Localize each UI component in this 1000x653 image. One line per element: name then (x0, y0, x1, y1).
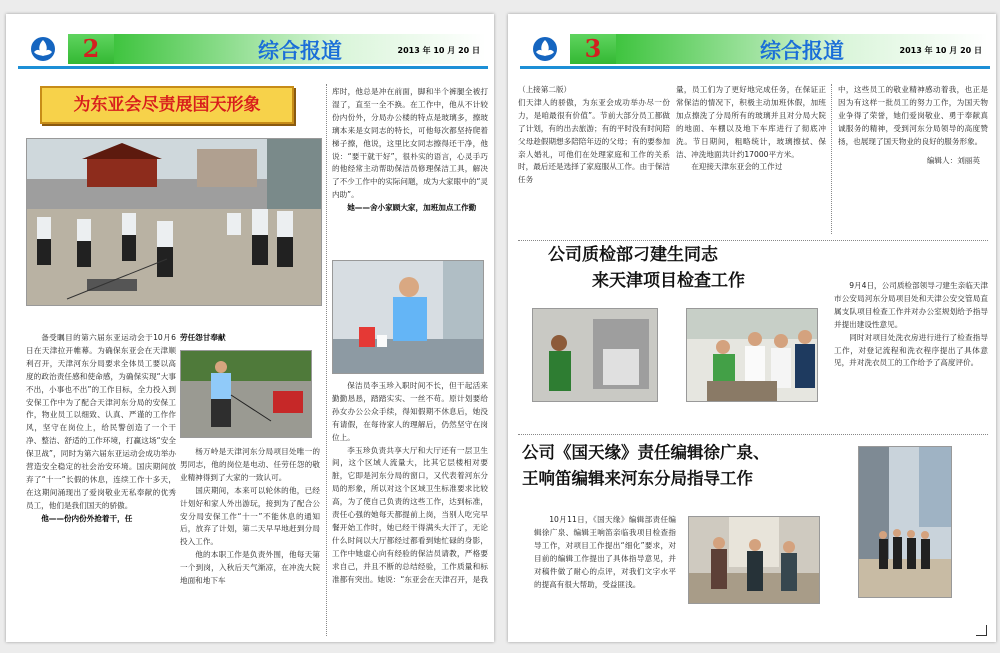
story-separator (518, 434, 988, 435)
editors-visit-photo-1 (688, 516, 820, 604)
paragraph: 备受瞩目的第六届东亚运动会于10月6日在天津拉开帷幕。为确保东亚会在天津顺利召开，天津河东分局要求全体员工要以高度的政治责任感和使命感，为确保实现“大事不出，小事也不出”的工作目标，全力投入到安保工作中为了配合天津河东分局的安保工作，物业员工以细致、认真、严谨的工作作风，坚守在岗位上，给民警创造了一个干净、整洁、舒适的工作环境，打赢这场“安全保卫战”，同时为第六届东亚运动会成功举办营造安全稳定的社会治安环境。国庆期间放弃了“十一”长假的休息，连续工作十多天，在这期间涌现出了爱岗敬业无私奉献的优秀员工，他们是我们国天的骄傲。 (26, 333, 176, 510)
paragraph: 在迎接天津东亚会的工作过 (691, 162, 783, 172)
article-column-2-text (180, 446, 320, 588)
headline-line: 来天津项目检查工作 (592, 271, 745, 291)
continued-column-3 (838, 84, 988, 167)
continuation-note: （上接第二版） (518, 85, 572, 94)
paragraph: 同时对项目处洗衣房进行进行了检查指导工作，对登记流程和洗衣程序提出了具体意见，并对洗衣员工的工作给予了高度评价。 (834, 332, 988, 368)
company-logo-icon (532, 36, 558, 62)
newsletter-page-3 (508, 14, 996, 642)
worker-hosing-photo (180, 350, 312, 438)
story-editors-text (534, 514, 676, 591)
subhead: 她——舍小家顾大家，加班加点工作勤 (347, 203, 477, 213)
column-divider (831, 84, 832, 234)
page-number: 3 (570, 34, 616, 64)
story-headline-editors (522, 440, 770, 492)
editors-visit-photo-2 (858, 446, 952, 598)
story-inspection-text (834, 280, 988, 370)
continued-column-2 (676, 84, 826, 174)
paragraph: 10月11日，《国天缘》编辑部责任编辑徐广泉、编辑王响笛亲临我项目检查指导工作，对项目工作提出“细化”要求，对目前的编辑工作提出了具体指导意见，并对稿件做了耐心的点评，对我们文字水平的提高有很大帮助，受益匪浅。 (534, 515, 676, 589)
page-masthead (18, 32, 488, 69)
editor-credit: 编辑人：刘丽英 (926, 155, 980, 165)
company-logo-icon (30, 36, 56, 62)
section-header-bar (114, 34, 486, 64)
paragraph: 9月4日，公司质检部领导刁建生亲临天津市公安局河东分局项目处和天津公安交管局直属支队项目检查工作并对办公室规划给予指导并提出建设性意见。 (834, 281, 988, 329)
paragraph: 杨万岭是天津河东分局项目处唯一的男同志，他的岗位是电动、任劳任怨的敬业精神得到了大家的一致认可。 (180, 447, 320, 482)
paragraph: 库时，他总是冲在前面，脚和半个裤腿全被打湿了，直至一全不换。在工作中，他从不计较份内份外，分局办公楼的特点是玻璃多，擦玻璃本来是女同志的特长，可他每次都坚持爬着梯子擦，他说，这里比女同志擦得还干净，他说：“要干就干好”，很朴实的语言，心灵手巧的他经常主动帮助保洁员修理保洁工具，解决了不少工作中的实际问题，成为大家眼中的“灵内助”。 (332, 87, 488, 200)
inspection-photo-2 (686, 308, 818, 402)
headline-line: 王响笛编辑来河东分局指导工作 (522, 469, 753, 488)
section-header-bar (616, 34, 988, 64)
article-column-1 (26, 332, 176, 526)
paragraph: 保洁员李玉珍入职时间不长，但干起活来勤勤恳恳，踏踏实实、一丝不苟。原计划要给孙女办公公众手续，得知假期不休息后，她没有请假，在每待家人的理解后，仍然坚守在岗位上。 (332, 381, 488, 442)
section-title: 综合报道 (258, 39, 342, 63)
paragraph: 中，这些员工的敬业精神感动着我，也正是因为有这样一批员工的努力工作，为国天物业争得了荣誉，她们爱岗敬业、勇于奉献真诚服务的精神，受到河东分局领导的高度赞扬，也展现了国天物业的良好的服务形象。 (838, 85, 988, 146)
issue-date: 2013 年 10 月 20 日 (397, 46, 480, 55)
page-corner-mark (976, 625, 987, 636)
newsletter-page-2 (6, 14, 494, 642)
headline-line: 公司《国天缘》责任编辑徐广泉、 (522, 443, 770, 462)
paragraph: 他的本职工作是负责外围，他每天第一个到岗，入秋后天气渐凉，在冲洗大院地面和地下车 (180, 550, 320, 586)
subhead: 劳任怨甘奉献 (180, 333, 226, 342)
paragraph: 量，员工们为了更好地完成任务，在保证正常保洁的情况下，积极主动加班休假，加班加点擦洗了分局所有的玻璃并且对分局大院的地面、车棚以及地下车库进行了彻底冲洗。节日期间，粗略统计，玻璃擦拭、保洁、冲洗地面共计约17000平方米。 (676, 85, 826, 159)
subhead: 他——份内份外抢着干，任 (41, 513, 133, 523)
column-divider (326, 84, 327, 636)
paragraph: 国庆期间，本来可以轮休的他，已经计划好和家人外出游玩，接到为了配合公安分局安保工作“十一”不能休息的通知后，放弃了计划，第二天早早地赶到分局投入工作。 (180, 485, 320, 547)
inspection-photo-1 (532, 308, 658, 402)
issue-date: 2013 年 10 月 20 日 (899, 46, 982, 55)
paragraph: 们天津人的骄傲，为东亚会成功举办尽一份力，是咱最很有价值”。节前大部分员工都做了计划，有的出去旅游；有的平时没有时间陪父母趁假期想多陪陪年迈的父母；有的要参加亲人婚礼，可他们在处理家庭和工作的关系时，最后还是选择了家庭服从工作。由于保洁任务 (518, 97, 670, 185)
article-column-3-text (332, 380, 488, 587)
story-headline-inspection (548, 242, 745, 294)
article-column-2 (180, 332, 320, 345)
article-column-3 (332, 86, 488, 215)
page-masthead (520, 32, 990, 69)
story-separator (518, 240, 988, 241)
cleaner-in-blue-photo (332, 260, 484, 374)
article-banner-title: 为东亚会尽责展国天形象 (40, 86, 294, 124)
paragraph: 李玉珍负责共享大厅和大厅还有一层卫生间，这个区域人流量大，比其它层楼相对要脏，它即是河东分局的窗口，又代表着河东分局的形象，所以对这个区域卫生标准要求比较高，为了使自己负责的这些工作，达到标准，责任心强的她每天都提前上岗，当别人吃完早餐开始工作时，她已经干得满头大汗了，无论什么时间以大厅都经过都看到她忙碌的身影，工作中她虚心向有经验的保洁员请教，严格要求自己，并且不断的总结经验，工作质量和标准都有突出。她说：“东亚会在天津召开，是我 (332, 445, 488, 584)
page-number: 2 (68, 34, 114, 64)
section-title: 综合报道 (760, 39, 844, 63)
continued-column-1 (518, 84, 670, 187)
cleaning-crew-photo (26, 138, 322, 306)
headline-line: 公司质检部刁建生同志 (548, 245, 718, 265)
